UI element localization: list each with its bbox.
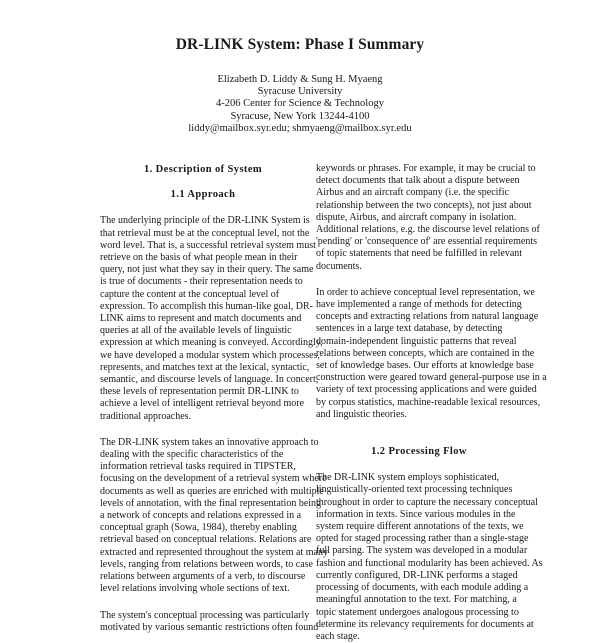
section-heading-description: 1. Description of System — [143, 164, 263, 175]
text-line: semantic, and discourse levels of language. In concert, — [100, 374, 319, 386]
author-emails: liddy@mailbox.syr.edu; shmyaeng@mailbox.syr.edu — [188, 122, 412, 134]
text-line: set of knowledge bases. Our efforts at knowledge base — [316, 360, 534, 372]
text-line: focusing on the development of a retrieval system where — [100, 473, 327, 485]
text-line: documents. — [316, 260, 362, 272]
author-affiliation: Syracuse University — [257, 86, 343, 98]
text-line: currently configured, DR-LINK performs a staged — [316, 569, 518, 581]
subsection-heading-approach: 1.1 Approach — [170, 189, 236, 201]
text-line: topic statement undergoes analogous processing to — [316, 606, 519, 618]
text-line: full parsing. The system was developed in a modular — [316, 545, 528, 557]
text-line: opted for staged processing rather than a single-stage — [316, 533, 529, 545]
text-line: we have developed a modular system which processes, — [100, 349, 320, 361]
text-line: keywords or phrases. For example, it may be crucial to — [316, 163, 536, 174]
text-line: word level. That is, a successful retrieval system must — [100, 239, 316, 251]
paragraph-processing-flow — [316, 472, 543, 643]
text-line: throughout in order to capture the necessary conceptual — [316, 496, 538, 508]
author-names: Elizabeth D. Liddy & Sung H. Myaeng — [217, 74, 383, 85]
text-line: motivated by various semantic restrictions often found — [100, 621, 319, 633]
text-line: domain-independent linguistic patterns that reveal — [316, 335, 517, 347]
text-line: dispute, Airbus, and aircraft company in isolation. — [316, 211, 517, 223]
paragraph-right-1 — [316, 163, 540, 273]
text-line: expression at which meaning is conveyed. Accordingly, — [100, 337, 323, 349]
text-line: have implemented a range of methods for detecting — [316, 299, 522, 311]
text-line: meaningful annotation to the text. For matching, a — [316, 594, 517, 606]
paper-title: DR-LINK System: Phase I Summary — [175, 36, 425, 53]
left-column — [100, 164, 328, 634]
author-block — [0, 74, 600, 135]
text-line: of topic statements that need be fulfilled in relevant — [316, 248, 523, 260]
text-line: The DR-LINK system employs sophisticated, — [316, 472, 500, 484]
text-line: expression. To accomplish this human-like goal, DR- — [100, 300, 313, 312]
text-line: construction were geared toward general-purpose use in a — [316, 372, 547, 384]
paragraph-approach-3 — [100, 609, 319, 634]
text-line: The system's conceptual processing was particularly — [100, 609, 310, 621]
text-line: relations between concepts, which are contained in the — [316, 347, 535, 359]
text-line: processing of documents, with each module adding a — [316, 582, 529, 594]
text-line: linguistically-oriented text processing techniques — [316, 484, 513, 496]
text-line: sentences in a large text database, by detecting — [316, 323, 503, 335]
text-line: each stage. — [316, 630, 360, 642]
text-line: relationship between the two concepts), not just about — [316, 199, 532, 211]
text-line: conceptual graph (Sowa, 1984), thereby enabling — [100, 522, 297, 534]
text-line: relations between arguments of a verb, to discourse — [100, 571, 306, 583]
paragraph-approach-1 — [100, 215, 323, 422]
author-department: 4-206 Center for Science & Technology — [216, 98, 384, 110]
text-line: fashion and functional modularity has been achieved. As — [316, 557, 543, 569]
text-line: levels of annotation, with the final representation being — [100, 497, 322, 509]
text-line: traditional approaches. — [100, 410, 192, 422]
text-line: achieve a level of intelligent retrieval beyond more — [100, 398, 305, 410]
text-line: Additional relations, e.g. the discourse level relations of — [316, 224, 540, 236]
text-line: system require different annotations of the texts, we — [316, 521, 524, 533]
text-line: The DR-LINK system takes an innovative approach to — [100, 436, 319, 448]
text-line: dealing with the specific characteristics of the — [100, 449, 284, 461]
text-line: determine its relevancy requirements for documents at — [316, 618, 534, 630]
paragraph-right-2 — [316, 286, 547, 421]
text-line: The underlying principle of the DR-LINK System is — [100, 215, 310, 227]
right-column — [316, 163, 547, 643]
text-line: by corpus statistics, machine-readable lexical resources, — [316, 396, 541, 408]
text-line: extracted and represented throughout the system at many — [100, 546, 328, 558]
text-line: these levels of representation permit DR-LINK to — [100, 386, 299, 398]
text-line: In order to achieve conceptual level representation, we — [316, 286, 535, 298]
text-line: concepts and extracting relations from natural language — [316, 311, 539, 323]
text-line: information in texts. Since various modules in the — [316, 508, 516, 520]
text-line: detect documents that talk about a dispute between — [316, 175, 520, 187]
text-line: retrieve on the basis of what people mean in their — [100, 252, 298, 264]
text-line: LINK aims to represent and match documents and — [100, 313, 302, 325]
text-line: that retrieval must be at the conceptual level, not the — [100, 227, 310, 239]
author-address: Syracuse, New York 13244-4100 — [230, 110, 370, 122]
text-line: level relations involving whole sections of text. — [100, 583, 290, 595]
text-line: query, not just what they say in their query. The same — [100, 264, 314, 276]
text-line: information retrieval tasks required in TIPSTER, — [100, 461, 296, 473]
text-line: queries at all of the available levels of linguistic — [100, 325, 292, 337]
text-line: retrieval based on conceptual relations. Relations are — [100, 534, 312, 546]
subsection-heading-processing-flow: 1.2 Processing Flow — [371, 446, 467, 458]
text-line: Airbus and an aircraft company (i.e. the specific — [316, 187, 509, 199]
text-line: levels, ranging from relations between words, to case — [100, 558, 313, 570]
text-line: capture the content at the conceptual level of — [100, 288, 280, 300]
text-line: represents, and matches text at the lexical, syntactic, — [100, 361, 310, 373]
text-line: documents as well as queries are enriched with multiple — [100, 485, 324, 497]
paragraph-approach-2 — [100, 436, 328, 596]
text-line: is true of documents - their representation needs to — [100, 276, 303, 288]
text-line: 'pending' or 'consequence of' are essential requirements — [316, 236, 538, 248]
text-line: a network of concepts and relations expressed in a — [100, 510, 302, 522]
text-line: variety of text processing applications and were guided — [316, 384, 537, 396]
text-line: and linguistic theories. — [316, 408, 407, 420]
